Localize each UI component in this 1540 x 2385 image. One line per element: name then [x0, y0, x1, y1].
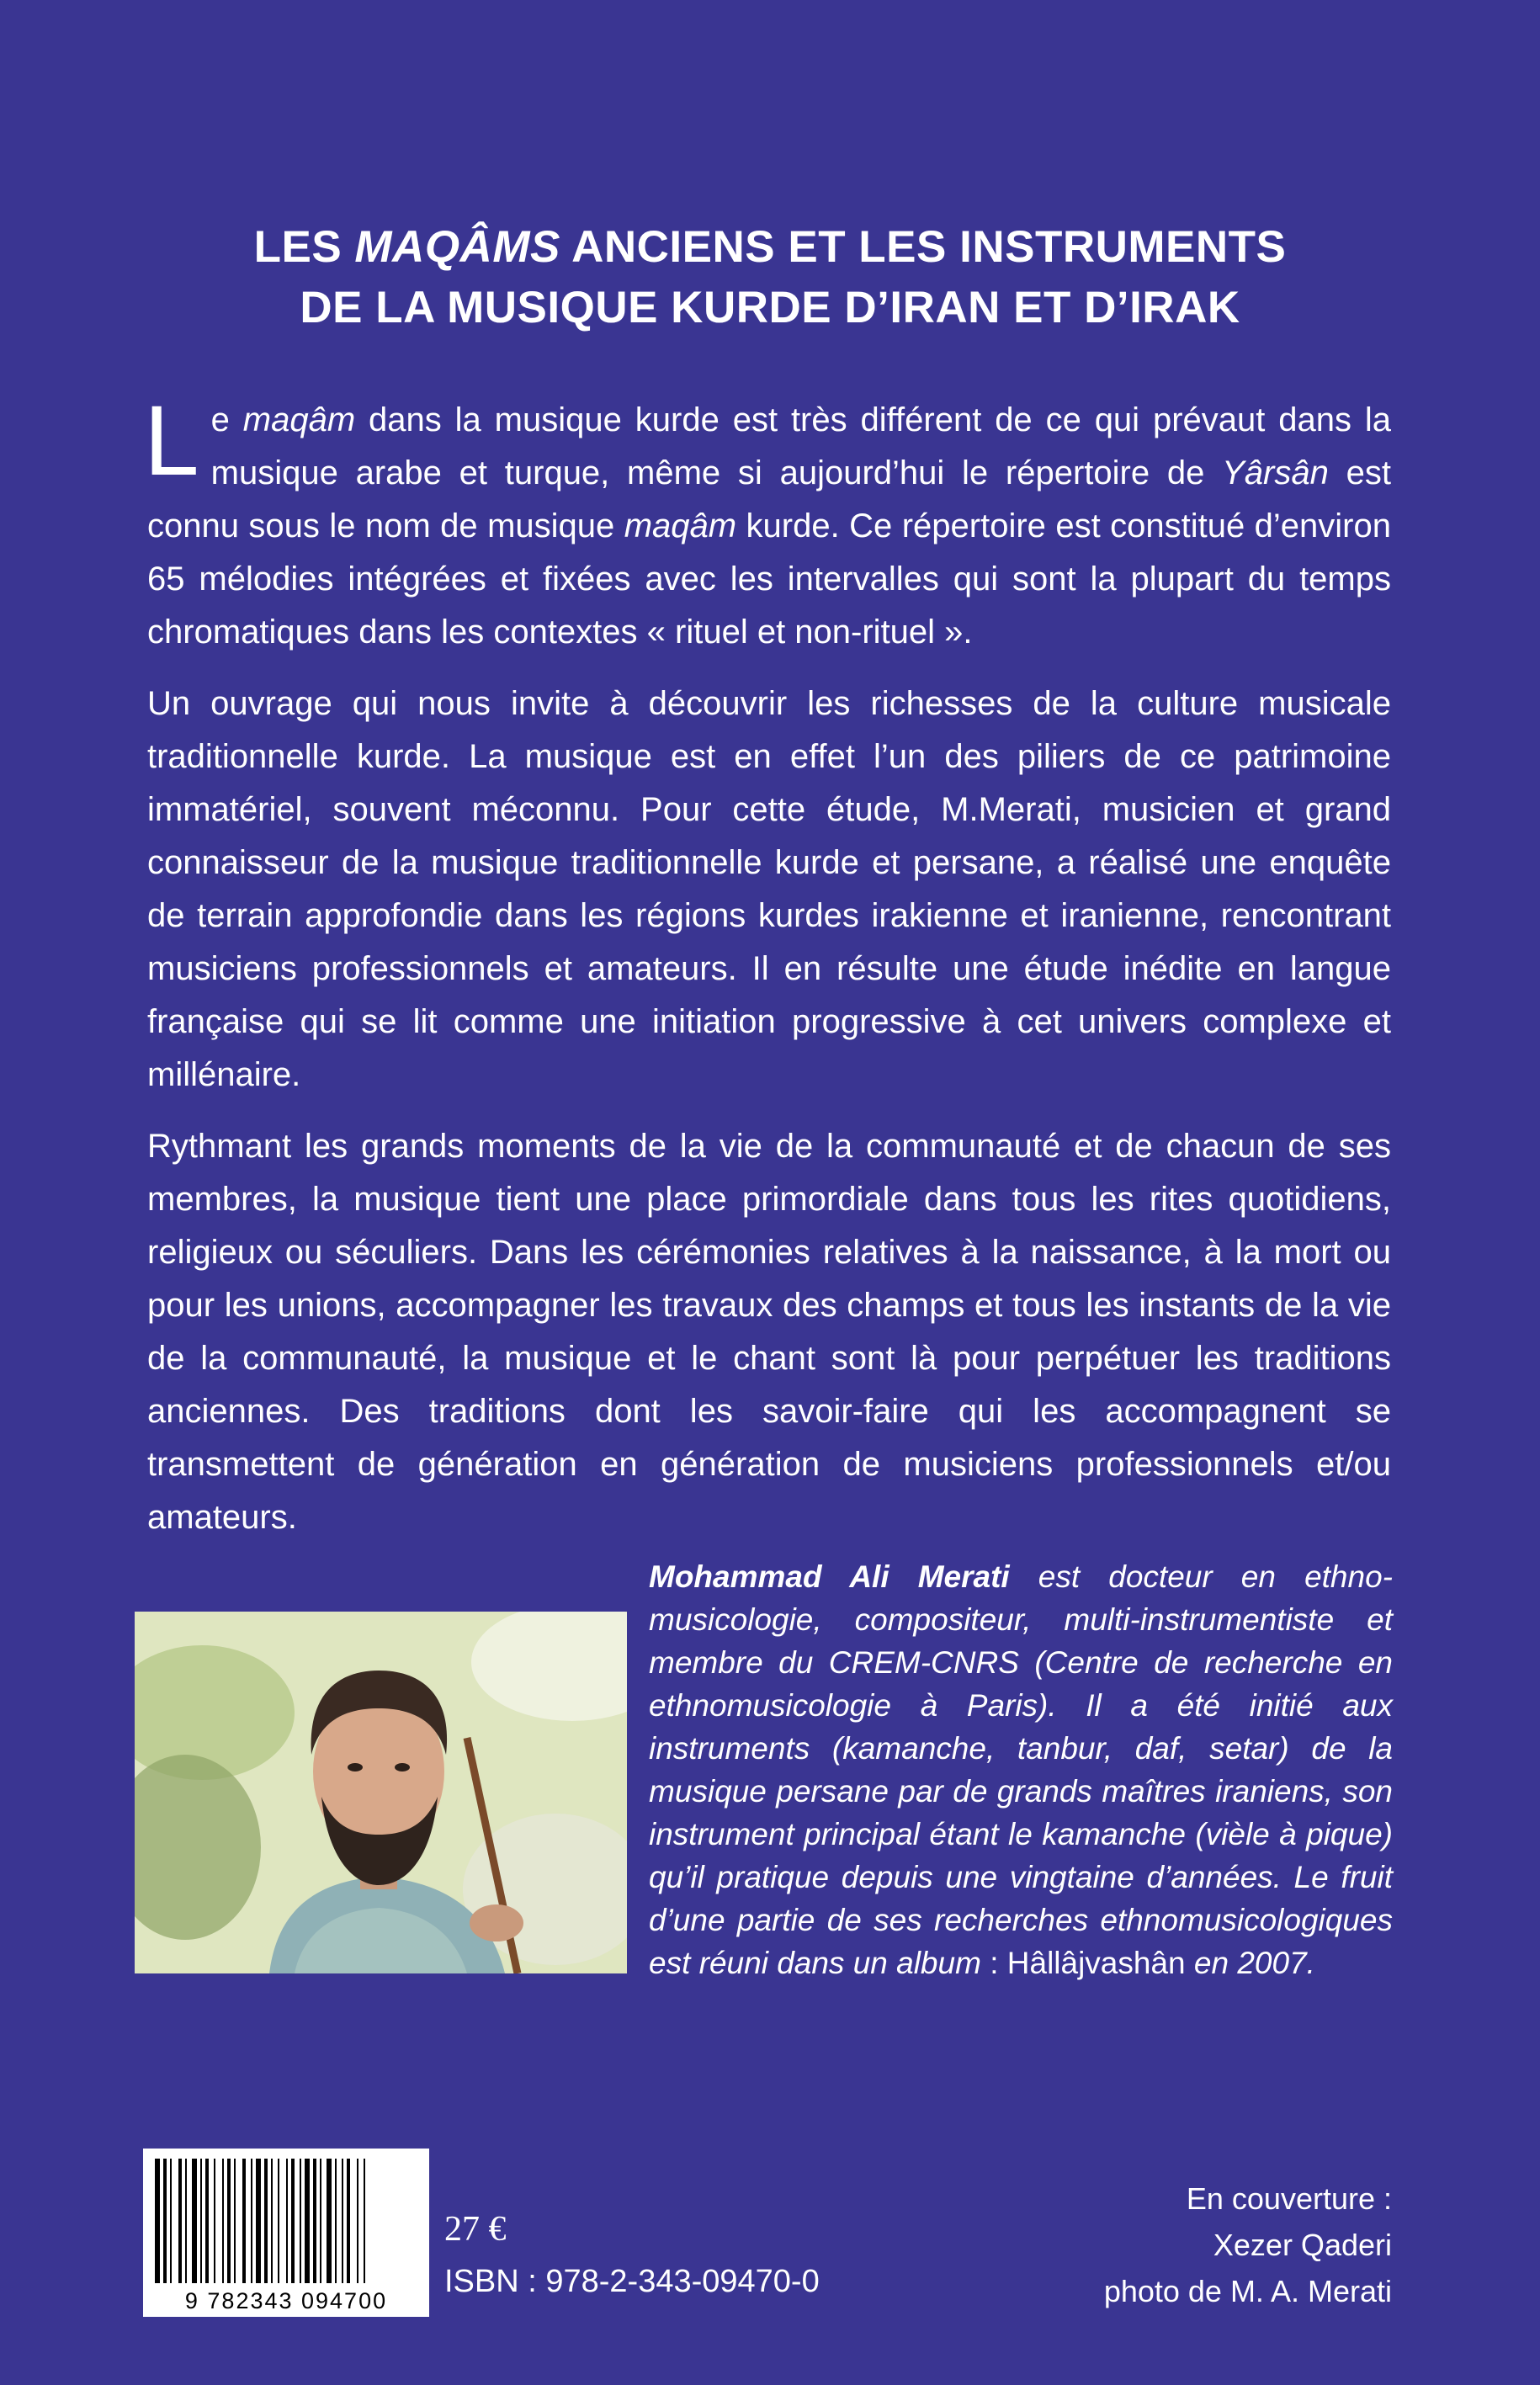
title-italic: MAQÂMS: [354, 222, 560, 272]
credits-line-3: photo de M. A. Merati: [1103, 2274, 1392, 2308]
author-photo: [135, 1612, 627, 1973]
bio-year: en 2007.: [1185, 1946, 1315, 1980]
paragraph-2: Un ouvrage qui nous invite à découvrir les richesses de la culture musicale traditionnelle kurde. La musique est en effet l’un des piliers de ce patrimoine immatériel, souvent méconnu. Pour cette étude, M.Merati, musicien et grand connaisseur de la musique traditionnelle kurde et persane, a réalisé une enquête de terrain approfondie dans les régions kurdes irakienne et iranienne, rencontrant musiciens professionnels et amateurs. Il en résulte une étude inédite en langue française qui se lit comme une initiation progressive à cet univers complexe et millénaire.: [147, 685, 1391, 1093]
drop-cap: L: [144, 385, 199, 497]
barcode-bar: [286, 2159, 288, 2283]
bio-text: est docteur en ethno-musicologie, compositeur, multi-instrumentiste et membre du CREM-CNRS (Centre de recherche en ethnomusicologie à Paris). Il a été initié aux instruments (kamanche, tanbur, daf, setar) de la musique persane par de grands maîtres iraniens, son instrument principal étant le kamanche (vièle à pique) qu’il pratique depuis une vingtaine d’années. Le fruit d’une partie de ses recherches ethnomusicologiques est réuni dans un album: [649, 1559, 1393, 1980]
italic-term: maqâm: [624, 507, 737, 544]
barcode-digits: 9 782343 094700: [184, 2288, 388, 2313]
barcode-bar: [264, 2159, 268, 2283]
barcode-bar: [155, 2159, 160, 2283]
barcode-graphic: [143, 2149, 429, 2317]
barcode-bar: [251, 2159, 252, 2283]
barcode-bar: [178, 2159, 182, 2283]
price: 27 €: [444, 2210, 507, 2249]
text: e: [210, 401, 243, 438]
barcode-bar: [222, 2159, 224, 2283]
italic-term: maqâm: [242, 401, 356, 438]
blurb: [144, 385, 1392, 1563]
barcode-bar: [242, 2159, 246, 2283]
barcode-bar: [320, 2159, 321, 2283]
barcode-bar: [227, 2159, 231, 2283]
barcode-bar: [327, 2159, 332, 2283]
author-bio: [649, 1555, 1393, 1984]
barcode-bar: [205, 2159, 209, 2283]
barcode: [143, 2149, 429, 2317]
credits-line-2: Xezer Qaderi: [1213, 2228, 1392, 2262]
title-text: LES: [253, 222, 355, 272]
barcode-bar: [291, 2159, 295, 2283]
text: dans la musique kurde est très différent de ce qui prévaut dans la musique arabe et turque, même si aujourd’hui le répertoire de: [210, 401, 1392, 491]
cover-credits: [1104, 2175, 1392, 2314]
author-name: Mohammad Ali Merati: [649, 1559, 1010, 1594]
barcode-bar: [271, 2159, 273, 2283]
barcode-bar: [364, 2159, 365, 2283]
barcode-bar: [170, 2159, 172, 2283]
barcode-bar: [163, 2159, 167, 2283]
italic-term: Yârsân: [1222, 454, 1329, 491]
barcode-bar: [214, 2159, 215, 2283]
paragraph-3: Rythmant les grands moments de la vie de la communauté et de chacun de ses membres, la musique tient une place primordiale dans tous les rites quotidiens, religieux ou séculiers. Dans les cérémonies relatives à la naissance, à la mort ou pour les unions, accompagner les travaux des champs et tous les instants de la vie de la communauté, la musique et le chant sont là pour perpétuer les traditions anciennes. Des traditions dont les savoir-faire qui les accompagnent se transmettent de génération en génération de musiciens professionnels et/ou amateurs.: [147, 1128, 1391, 1536]
bio-colon: :: [980, 1946, 1007, 1980]
text: kurde. Ce répertoire est constitué d’environ 65 mélodies intégrées et fixées avec les intervalles qui sont la plupart du temps chromatiques dans les contextes « rituel et non-rituel ».: [147, 507, 1391, 651]
text: est connu sous le nom de musique: [147, 454, 1391, 544]
barcode-bar: [185, 2159, 187, 2283]
author-portrait-illustration: [135, 1612, 627, 1973]
album-title: Hâllâjvashân: [1006, 1946, 1186, 1980]
barcode-bar: [300, 2159, 301, 2283]
barcode-bar: [278, 2159, 279, 2283]
book-title: [0, 217, 1540, 338]
isbn: ISBN : 978-2-343-09470-0: [444, 2264, 820, 2299]
paragraph-1: [144, 385, 1392, 659]
credits-line-1: En couverture :: [1186, 2181, 1392, 2216]
barcode-bar: [342, 2159, 343, 2283]
title-text: ANCIENS ET LES INSTRUMENTS: [560, 222, 1287, 272]
barcode-bar: [200, 2159, 202, 2283]
barcode-bar: [313, 2159, 316, 2283]
barcode-bar: [347, 2159, 350, 2283]
barcode-bar: [256, 2159, 261, 2283]
barcode-bar: [357, 2159, 358, 2283]
barcode-bar: [234, 2159, 236, 2283]
barcode-bar: [192, 2159, 197, 2283]
title-line-1: [0, 217, 1540, 278]
title-line-2: DE LA MUSIQUE KURDE D’IRAN ET D’IRAK: [300, 283, 1240, 332]
barcode-bar: [305, 2159, 310, 2283]
barcode-bar: [335, 2159, 337, 2283]
